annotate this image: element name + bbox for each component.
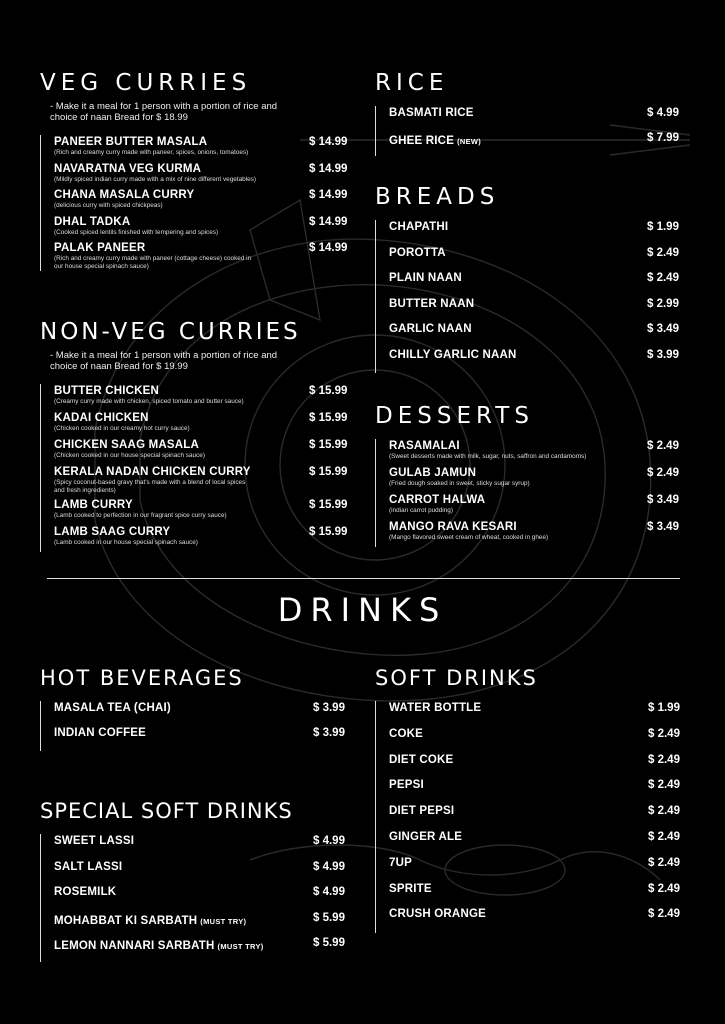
menu-item-description: (Chicken cooked in our house special spinach sauce) [54, 452, 205, 459]
menu-item-price: $ 3.99 [313, 727, 345, 739]
rice-title: RICE [375, 70, 449, 96]
menu-item-name: KADAI CHICKEN [54, 412, 149, 424]
menu-item-name: MASALA TEA (CHAI) [54, 702, 171, 714]
menu-item [54, 911, 360, 937]
menu-item [389, 727, 687, 753]
menu-item-name: PANEER BUTTER MASALA [54, 136, 208, 148]
menu-item-name: CHAPATHI [389, 221, 449, 233]
menu-item-description: (Sweet desserts made with milk, sugar, nuts, saffron and cardamoms) [389, 453, 587, 460]
menu-item-name: CARROT HALWA [389, 494, 486, 506]
soft-drinks-section [375, 668, 687, 933]
menu-item-price: $ 2.49 [647, 440, 679, 452]
breads-section [375, 186, 687, 373]
menu-item-description: (Fried dough soaked in sweet, sticky sugar syrup) [389, 480, 530, 487]
menu-item [54, 438, 360, 465]
menu-item-price: $ 4.99 [647, 107, 679, 119]
menu-item [389, 804, 687, 830]
menu-item-name: PLAIN NAAN [389, 272, 462, 284]
menu-item [389, 106, 687, 131]
menu-item-name: KERALA NADAN CHICKEN CURRY [54, 466, 251, 478]
soft-drinks-list [375, 701, 687, 933]
menu-item-price: $ 14.99 [309, 215, 348, 228]
hot-beverages-list [40, 701, 360, 751]
menu-item [54, 525, 360, 552]
menu-item-price: $ 15.99 [309, 439, 348, 451]
menu-item-description: (Mildly spiced indian curry made with a mix of nine different vegetables) [54, 175, 256, 183]
menu-item-price: $ 2.49 [648, 830, 680, 843]
menu-item [389, 830, 687, 856]
menu-item-name: POROTTA [389, 246, 446, 259]
menu-item-price: $ 2.49 [648, 908, 680, 921]
soft-drinks-title: SOFT DRINKS [375, 666, 538, 690]
menu-item-description: (Mango flavored sweet cream of wheat, cooked in ghee) [389, 534, 549, 541]
menu-item-name: WATER BOTTLE [389, 702, 482, 714]
veg-curries-list [40, 135, 360, 271]
menu-item [389, 856, 687, 882]
menu-item [389, 701, 687, 727]
menu-item-name: GARLIC NAAN [389, 323, 472, 335]
menu-item-price: $ 15.99 [309, 499, 348, 511]
menu-item-price: $ 3.99 [647, 348, 679, 361]
menu-item-name: NAVARATNA VEG KURMA [54, 162, 202, 175]
menu-item [389, 439, 687, 466]
non-veg-curries-title: NON-VEG CURRIES [40, 319, 301, 345]
menu-item-name: GULAB JAMUN [389, 467, 477, 479]
menu-item-name: PALAK PANEER [54, 242, 146, 254]
menu-item [54, 726, 360, 751]
menu-item-price: $ 2.49 [647, 272, 679, 284]
menu-item [389, 520, 687, 547]
breads-title: BREADS [375, 184, 500, 210]
menu-item-name: GINGER ALE [389, 830, 463, 843]
menu-item [54, 465, 360, 498]
menu-item-tag: (MUST TRY) [217, 942, 264, 951]
drinks-divider [47, 578, 680, 579]
menu-item-price: $ 5.99 [313, 911, 345, 924]
special-soft-drinks-title: SPECIAL SOFT DRINKS [40, 799, 293, 823]
menu-item-name: BUTTER CHICKEN [54, 385, 160, 397]
menu-item-price: $ 2.99 [647, 297, 679, 310]
menu-item [54, 188, 360, 215]
menu-item-description: (Spicy coconut-based gravy that's made with a blend of local spices and fresh ingredients) [54, 479, 246, 494]
menu-item-description: (Cooked spiced lentils finished with tempering and spices) [54, 228, 219, 236]
menu-item-description: (Lamb cooked in our house special spinach sauce) [54, 539, 198, 546]
menu-item-price: $ 15.99 [309, 412, 348, 424]
menu-item-price: $ 15.99 [309, 526, 348, 538]
menu-item [389, 322, 687, 348]
menu-item-price: $ 7.99 [647, 132, 679, 144]
menu-item-name: DIET COKE [389, 753, 454, 766]
menu-item [389, 131, 687, 156]
menu-item-name: SPRITE [389, 882, 432, 895]
menu-item-price: $ 2.49 [648, 805, 680, 818]
special-soft-drinks-section [40, 801, 360, 962]
menu-item-name: CHILLY GARLIC NAAN [389, 348, 517, 361]
menu-item [54, 215, 360, 242]
menu-item-description: (Creamy curry made with chicken, spiced tomato and butter sauce) [54, 398, 244, 405]
menu-item-description: (delicious curry with spiced chickpeas) [54, 202, 163, 209]
rice-list [375, 106, 687, 156]
menu-item [389, 220, 687, 246]
menu-item-price: $ 3.49 [647, 521, 679, 533]
menu-item-name: BUTTER NAAN [389, 297, 475, 310]
menu-item [389, 493, 687, 520]
menu-item-name: SWEET LASSI [54, 835, 135, 847]
menu-item [54, 162, 360, 189]
menu-item-name: GHEE RICE [389, 135, 455, 147]
drinks-title: DRINKS [277, 591, 448, 629]
menu-item-price: $ 2.49 [647, 467, 679, 479]
menu-item [54, 384, 360, 411]
menu-item-price: $ 3.49 [647, 494, 679, 506]
desserts-title: DESSERTS [375, 403, 534, 429]
menu-item-price: $ 2.49 [648, 856, 680, 869]
menu-item-description: (indian carrot pudding) [389, 507, 453, 514]
menu-item-name: RASAMALAI [389, 440, 460, 452]
menu-item [54, 498, 360, 525]
menu-item-price: $ 2.49 [648, 779, 680, 792]
hot-beverages-title: HOT BEVERAGES [40, 666, 244, 690]
menu-item-price: $ 2.49 [648, 753, 680, 766]
menu-item-price: $ 3.99 [313, 702, 345, 714]
menu-item-name: DIET PEPSI [389, 805, 455, 818]
menu-item [389, 778, 687, 804]
menu-item-name: MANGO RAVA KESARI [389, 521, 517, 533]
menu-item-price: $ 14.99 [309, 242, 348, 254]
menu-item-price: $ 1.99 [647, 221, 679, 233]
menu-item [389, 297, 687, 323]
menu-item-description: (Lamb cooked to perfection in our fragrant spice curry sauce) [54, 512, 227, 519]
menu-item-price: $ 2.49 [648, 727, 680, 740]
menu-item-name: 7UP [389, 856, 412, 869]
menu-item-name: CRUSH ORANGE [389, 908, 486, 921]
menu-item-tag: (MUST TRY) [200, 916, 247, 926]
menu-item-name: COKE [389, 727, 424, 740]
menu-item-name: CHICKEN SAAG MASALA [54, 439, 199, 451]
non-veg-curries-meal-note: - Make it a meal for 1 person with a portion of rice and choice of naan Bread for $ 19.99 [50, 350, 278, 372]
menu-item-name: BASMATI RICE [389, 107, 474, 119]
non-veg-curries-section [40, 321, 360, 552]
menu-item [54, 701, 360, 726]
menu-item [54, 936, 360, 962]
menu-item-description: (Chicken cooked in our creamy hot curry sauce) [54, 425, 190, 432]
non-veg-curries-list [40, 384, 360, 552]
menu-item-price: $ 15.99 [309, 466, 348, 478]
menu-item-price: $ 4.99 [313, 860, 345, 873]
menu-item [54, 834, 360, 860]
menu-item-name: LAMB CURRY [54, 499, 133, 511]
rice-section [375, 72, 687, 156]
menu-item-name: ROSEMILK [54, 886, 117, 898]
menu-item-tag: (NEW) [457, 137, 482, 146]
menu-item-price: $ 14.99 [309, 136, 348, 148]
menu-item-price: $ 2.49 [647, 246, 679, 259]
menu-item [54, 885, 360, 911]
veg-curries-section [40, 72, 360, 271]
menu-item-price: $ 15.99 [309, 385, 348, 397]
menu-item-name: PEPSI [389, 779, 424, 792]
menu-item-price: $ 14.99 [309, 189, 348, 201]
menu-item [389, 271, 687, 297]
menu-item-price: $ 5.99 [313, 937, 345, 949]
menu-item-name: LEMON NANNARI SARBATH [54, 940, 215, 952]
desserts-section [375, 405, 687, 547]
menu-item-price: $ 4.99 [313, 886, 345, 898]
menu-item-price: $ 2.49 [648, 882, 680, 895]
menu-item [54, 135, 360, 162]
menu-item-price: $ 3.49 [647, 323, 679, 335]
menu-item [389, 466, 687, 493]
desserts-list [375, 439, 687, 547]
menu-item-description: (Rich and creamy curry made with paneer, spices, onions, tomatoes) [54, 149, 249, 156]
menu-item [389, 753, 687, 779]
menu-item [389, 907, 687, 933]
breads-list [375, 220, 687, 373]
special-soft-drinks-list [40, 834, 360, 962]
menu-item [54, 411, 360, 438]
menu-item-name: INDIAN COFFEE [54, 727, 147, 739]
veg-curries-meal-note: - Make it a meal for 1 person with a portion of rice and choice of naan Bread for $ 18.99 [50, 101, 278, 123]
menu-item-price: $ 1.99 [648, 702, 680, 714]
menu-item-price: $ 4.99 [313, 835, 345, 847]
menu-item-name: SALT LASSI [54, 860, 123, 873]
menu-item [54, 241, 360, 271]
menu-item-description: (Rich and creamy curry made with paneer (cottage cheese) cooked in our house special spinach sauce) [54, 255, 252, 270]
menu-item-name: DHAL TADKA [54, 215, 131, 228]
hot-beverages-section [40, 668, 360, 751]
veg-curries-title: VEG CURRIES [40, 70, 252, 96]
menu-item-name: MOHABBAT KI SARBATH [54, 914, 198, 927]
menu-item [389, 246, 687, 272]
menu-item [389, 348, 687, 374]
menu-item-price: $ 14.99 [309, 162, 348, 175]
menu-item [54, 860, 360, 886]
menu-item [389, 882, 687, 908]
menu-item-name: LAMB SAAG CURRY [54, 526, 171, 538]
menu-item-name: CHANA MASALA CURRY [54, 189, 195, 201]
